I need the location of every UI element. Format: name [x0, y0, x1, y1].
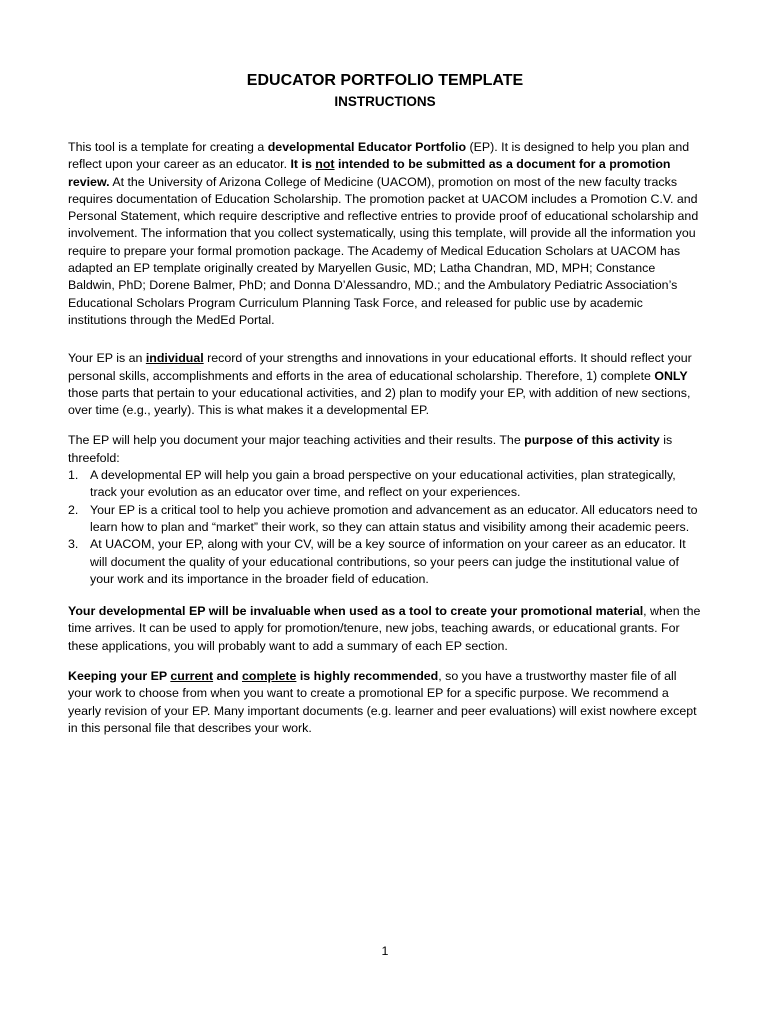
- text-run: Your EP is an: [68, 351, 146, 366]
- bold-underline-run: not: [315, 157, 335, 172]
- list-item-text: Your EP is a critical tool to help you achieve promotion and advancement as an educator. All educators need to learn how to plan and “market” their work, so they can attain status and visibility among their academic peers.: [90, 502, 698, 534]
- text-run: , when the time arrives. It can be used to apply for promotion/tenure, new jobs, teaching awards, or educational grants. For these applications, you will probably want to add a summary of each EP section.: [68, 604, 701, 653]
- list-item-number: 2.: [68, 502, 79, 517]
- text-run: is threefold:: [68, 433, 673, 465]
- purpose-paragraph: [68, 432, 704, 467]
- page-number: 1: [381, 944, 389, 958]
- list-item-text: At UACOM, your EP, along with your CV, will be a key source of information on your career as an educator. It will document the quality of your educational contributions, so your peers can judge the institutional value of your work and its importance in the broader field of education.: [90, 537, 686, 586]
- text-run: At the University of Arizona College of Medicine (UACOM), promotion on most of the new faculty tracks requires documentation of Education Scholarship. The promotion packet at UACOM includes a Promotion C.V. and Personal Statement, which require descriptive and reflective entries to provide proof of educational scholarship and involvement. The information that you collect systematically, using this template, will provide all the information you require to prepare your formal promotion package. The Academy of Medical Education Scholars at UACOM has adapted an EP template originally created by Maryellen Gusic, MD; Latha Chandran, MD, MPH; Constance Baldwin, PhD; Dorene Balmer, PhD; and Donna D’Alessandro, MD.; and the Ambulatory Pediatric Association’s Educational Scholars Program Curriculum Planning Task Force, and released for public use by academic institutions through the MedEd Portal.: [68, 174, 699, 327]
- promotional-paragraph: [68, 603, 704, 655]
- bold-run: intended to be submitted as a document for a promotion review.: [68, 157, 671, 189]
- bold-run: purpose of this activity: [524, 433, 660, 448]
- recommendation-paragraph: [68, 668, 704, 737]
- bold-underline-run: complete: [242, 669, 297, 684]
- bold-run: Your developmental EP will be invaluable when used as a tool to create your promotional material: [68, 604, 644, 619]
- individual-paragraph: [68, 350, 704, 419]
- document-title: EDUCATOR PORTFOLIO TEMPLATE: [246, 72, 524, 89]
- list-item: [68, 467, 704, 502]
- list-item: [68, 502, 704, 537]
- bold-underline-run: current: [170, 669, 214, 684]
- text-run: those parts that pertain to your educational activities, and 2) plan to modify your EP, with addition of new sections, over time (e.g., yearly). This is what makes it a developmental EP.: [68, 385, 691, 418]
- intro-paragraph: [68, 139, 704, 329]
- text-run: record of your strengths and innovations in your educational efforts. It should reflect your personal skills, accomplishments and efforts in the area of educational scholarship. Therefore, 1) complete: [68, 351, 692, 383]
- purpose-list: [68, 467, 704, 588]
- list-item: [68, 536, 704, 588]
- text-run: The EP will help you document your major teaching activities and their results. The: [68, 433, 525, 448]
- text-run: This tool is a template for creating a: [68, 140, 268, 154]
- list-item-text: A developmental EP will help you gain a broad perspective on your educational activities, plan strategically, track your evolution as an educator over time, and reflect on your experiences.: [90, 468, 676, 500]
- document-subtitle: INSTRUCTIONS: [334, 94, 436, 109]
- text-run: , so you have a trustworthy master file of all your work to choose from when you want to create a promotional EP for a specific purpose. We recommend a yearly revision of your EP. Many important documents (e.g. learner and peer evaluations) will exist nowhere except in this personal file that describes your work.: [68, 669, 697, 735]
- bold-underline-run: individual: [145, 351, 204, 366]
- bold-run: Keeping your EP: [68, 669, 171, 684]
- bold-run: It is: [290, 157, 316, 172]
- list-item-number: 1.: [68, 468, 79, 483]
- list-item-number: 3.: [68, 537, 79, 552]
- text-run: (EP). It is designed to help you plan and reflect upon your career as an educator.: [68, 140, 690, 172]
- bold-run: is highly recommended: [296, 669, 439, 684]
- bold-run: and: [213, 669, 242, 684]
- bold-run: developmental Educator Portfolio: [267, 140, 467, 154]
- document-body: [68, 139, 704, 737]
- bold-run: ONLY: [654, 368, 688, 383]
